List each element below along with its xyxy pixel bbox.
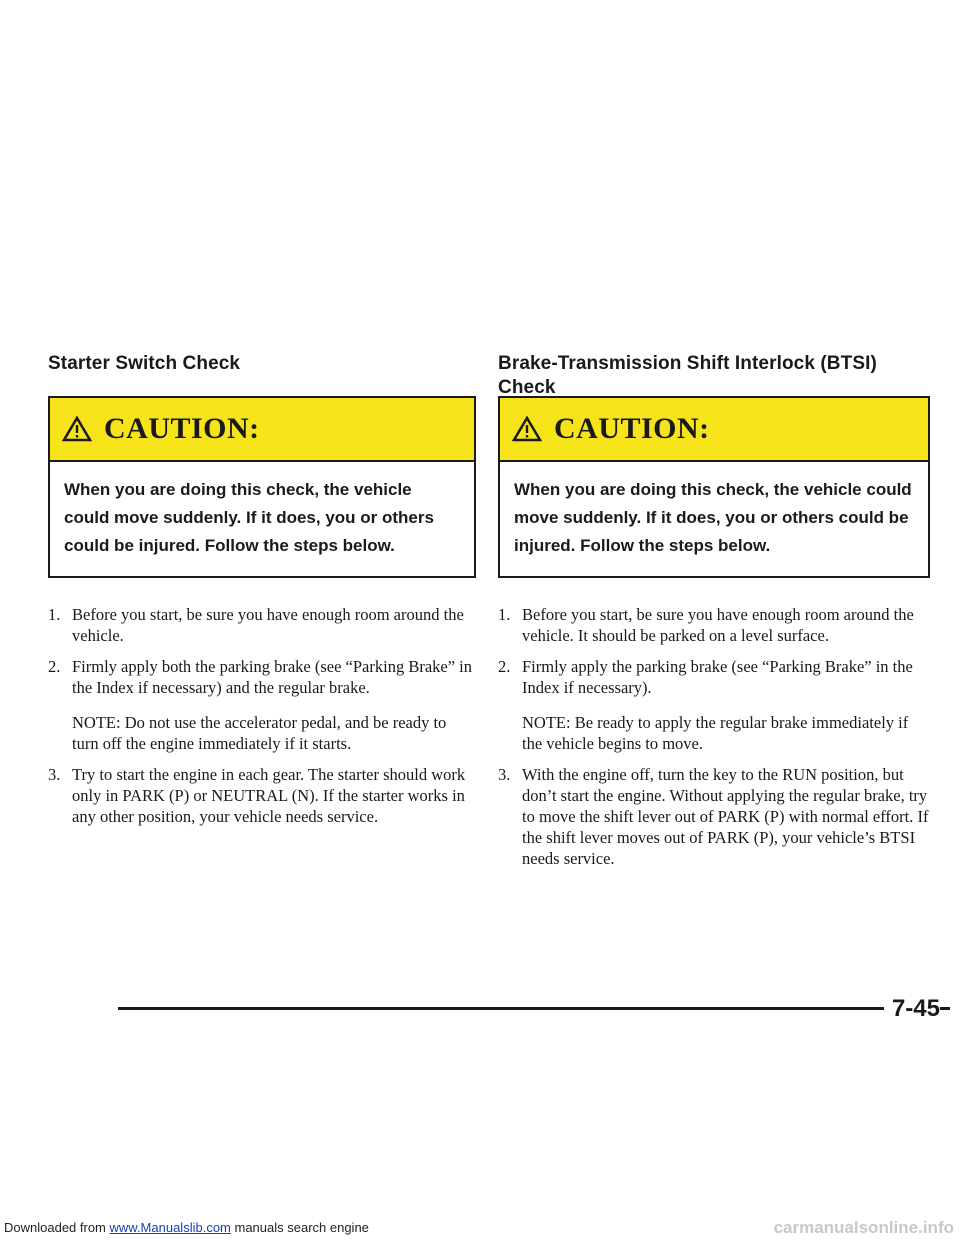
section-title-btsi-check: Brake-Transmission Shift Interlock (BTSI) Check <box>498 353 877 398</box>
download-banner <box>4 1220 369 1235</box>
list-item <box>48 764 476 827</box>
caution-header <box>500 398 928 462</box>
step-number: 2. <box>48 657 61 676</box>
list-item <box>498 656 930 754</box>
step-number: 2. <box>498 657 511 676</box>
warning-triangle-icon <box>62 416 92 442</box>
banner-prefix: Downloaded from <box>4 1220 110 1235</box>
caution-header <box>50 398 474 462</box>
list-item <box>48 604 476 646</box>
caution-box <box>498 396 930 578</box>
step-text: Firmly apply the parking brake (see “Parking Brake” in the Index if necessary). <box>522 657 913 697</box>
list-item <box>48 656 476 754</box>
caution-box <box>48 396 476 578</box>
section-title-starter-switch: Starter Switch Check <box>48 353 241 374</box>
steps-list <box>48 604 476 827</box>
caution-label: CAUTION: <box>554 412 710 445</box>
step-text: With the engine off, turn the key to the RUN position, but don’t start the engine. Without applying the regular brake, try to move the shift lever out of PARK (P) with normal effort. If the shift lever moves out of PARK (P), your vehicle’s BTSI needs service. <box>522 765 929 868</box>
banner-suffix: manuals search engine <box>230 1220 369 1235</box>
left-column <box>48 352 476 837</box>
list-item <box>498 604 930 646</box>
manualslib-link[interactable]: www.Manualslib.com <box>109 1220 231 1235</box>
step-number: 3. <box>48 765 61 784</box>
step-note: NOTE: Do not use the accelerator pedal, and be ready to turn off the engine immediately if it starts. <box>72 713 447 753</box>
step-text: Before you start, be sure you have enough room around the vehicle. It should be parked on a level surface. <box>522 605 914 645</box>
footer-rule <box>118 1007 950 1010</box>
right-column <box>498 352 930 879</box>
warning-triangle-icon <box>512 416 542 442</box>
step-text: Firmly apply both the parking brake (see “Parking Brake” in the Index if necessary) and the regular brake. <box>72 657 473 697</box>
step-number: 1. <box>498 605 511 624</box>
step-number: 3. <box>498 765 511 784</box>
caution-text: When you are doing this check, the vehicle could move suddenly. If it does, you or others could be injured. Follow the steps below. <box>514 480 912 555</box>
step-note: NOTE: Be ready to apply the regular brake immediately if the vehicle begins to move. <box>522 713 909 753</box>
caution-label: CAUTION: <box>104 412 260 445</box>
watermark: carmanualsonline.info <box>773 1218 954 1237</box>
list-item <box>498 764 930 869</box>
caution-text: When you are doing this check, the vehicle could move suddenly. If it does, you or others could be injured. Follow the steps below. <box>64 480 434 555</box>
step-number: 1. <box>48 605 61 624</box>
step-text: Try to start the engine in each gear. The starter should work only in PARK (P) or NEUTRAL (N). If the starter works in any other position, your vehicle needs service. <box>72 765 466 826</box>
steps-list <box>498 604 930 869</box>
page-number: 7-45 <box>884 995 940 1023</box>
step-text: Before you start, be sure you have enough room around the vehicle. <box>72 605 464 645</box>
